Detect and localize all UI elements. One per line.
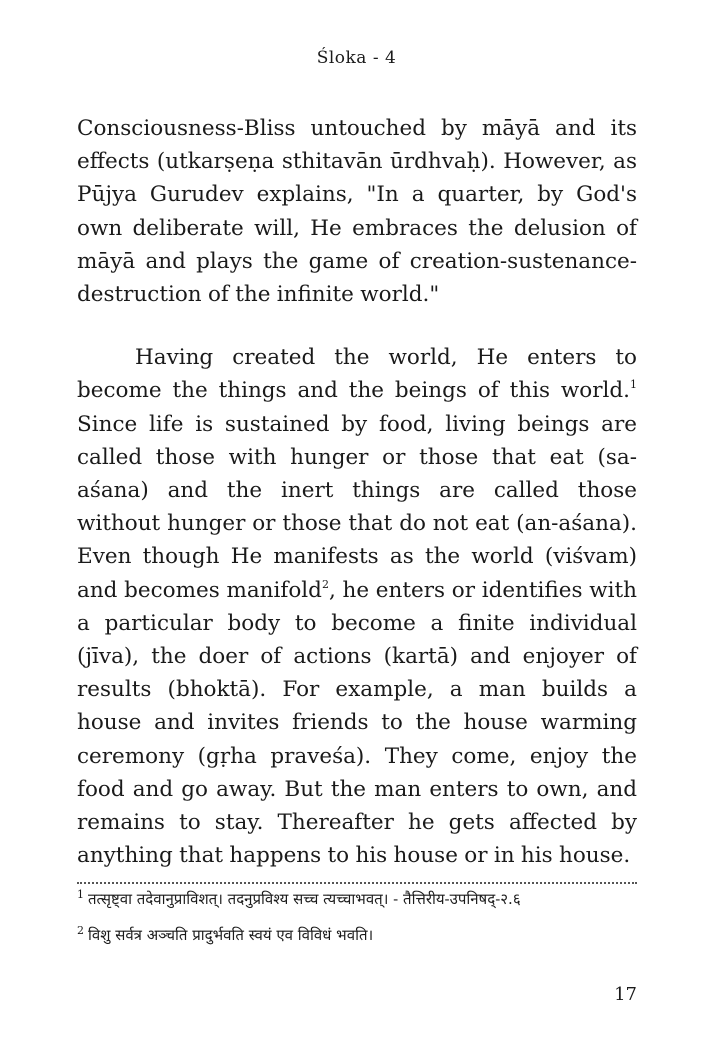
footnote-divider (77, 882, 637, 884)
paragraph-2-text-1: Having created the world, He enters to become the things and the beings of this world. (77, 345, 637, 404)
paragraph-2-text-2: Since life is sustained by food, living beings are called those with hunger or those that eat (sa-aśana) and the inert things are called those without hunger or those that do not eat (an-aśana). Even though He manifests as the world (viśvam) and becomes manifold (77, 411, 637, 603)
paragraph-1-text: Consciousness-Bliss untouched by māyā and its effects (utkarṣeṇa sthitavān ūrdhvaḥ). However, as Pūjya Gurudev explains, "In a quarter, by God's own deliberate will, He embraces the delusion of māyā and plays the game of creation-sustenance-destruction of the infinite world." (77, 116, 637, 308)
footnote-1-marker: 1 (77, 888, 84, 901)
footnotes (77, 888, 637, 960)
paragraph-2 (77, 341, 637, 872)
footnote-ref-1: 1 (630, 378, 637, 392)
footnote-2-text: विशु सर्वत्र अञ्चति प्रादुर्भवति स्वयं एव विविधं भवति। (88, 926, 374, 944)
footnote-2 (77, 924, 637, 946)
footnote-ref-2: 2 (321, 577, 329, 591)
footnote-1 (77, 888, 637, 910)
footnote-2-marker: 2 (77, 924, 84, 937)
main-text (77, 112, 637, 872)
paragraph-1 (77, 112, 637, 311)
page-number: 17 (614, 984, 637, 1005)
footnote-1-text: तत्सृष्ट्वा तदेवानुप्राविशत्। तदनुप्रविश्य सच्च त्यच्चाभवत्। - तैत्तिरीय-उपनिषद्-२.६ (88, 890, 521, 908)
paragraph-2-text-3: , he enters or identifies with a particular body to become a finite individual (jīva), the doer of actions (kartā) and enjoyer of results (bhoktā). For example, a man builds a house and invites friends to the house warming ceremony (gṛha praveśa). They come, enjoy the food and go away. But the man enters to own, and remains to stay. Thereafter he gets affected by anything that happens to his house or in his house. (77, 577, 637, 869)
running-header: Śloka - 4 (316, 48, 397, 68)
